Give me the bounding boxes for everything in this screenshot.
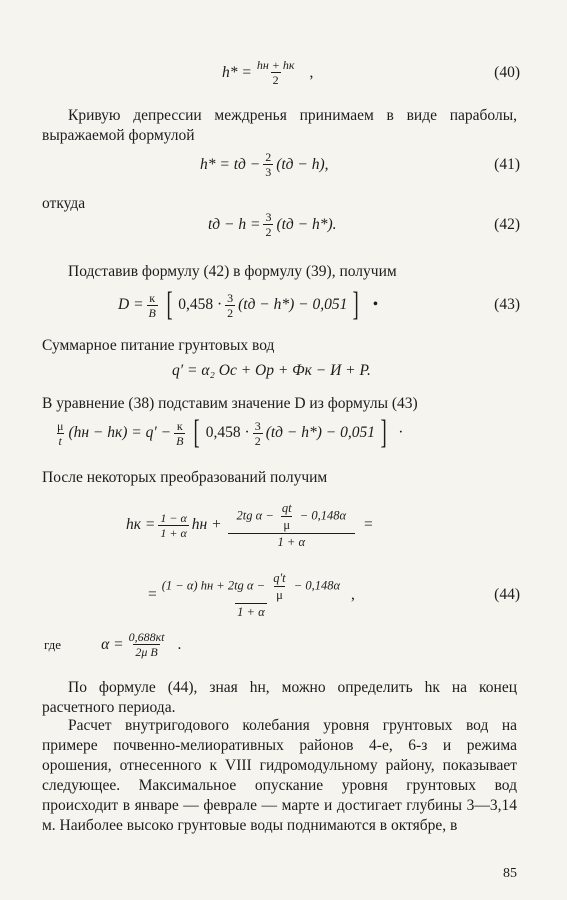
where-alpha-definition: где α = $\frac{0,688кt}{\text{2μ B}}$ . (44, 630, 182, 659)
equation-number-40: (40) (494, 63, 520, 81)
k-over-B-fraction: $\frac{к}{B}$ (176, 418, 184, 448)
eq41-rhs: (tд − h), (276, 155, 329, 173)
equation-40: h* = $\frac{hн + hк}{2}$ , (40) (222, 58, 520, 87)
paragraph-after-transform: После некоторых преобразований получим (42, 469, 328, 486)
eq41-lhs: h* = tд − (200, 155, 261, 173)
equation-number-42: (42) (494, 215, 520, 233)
eq41-fraction: $\frac{2}{3}$ (265, 150, 272, 179)
three-halves-fraction: $\frac{3}{2}$ (254, 418, 261, 448)
word-otkuda: откуда (42, 195, 86, 212)
right-bracket: ] (380, 414, 387, 451)
right-bracket: ] (352, 286, 360, 323)
eq40-fraction: $\frac{hн + hк}{2}$ (256, 58, 295, 87)
combined-fraction: (1 − α) hн + 2tg α − $\frac{q't}{\mu}$ − 0,148α 1 + α (161, 571, 341, 619)
equation-42 (40, 210, 520, 239)
paragraph-formula-44-use: По формуле (44), зная hн, можно определить hк на конец расчетного периода. (42, 679, 517, 716)
equation-44-part2: = (1 − α) hн + 2tg α − $\frac{q't}{\mu}$ − 0,148α 1 + α , (44) (148, 571, 520, 619)
equation-number-44: (44) (494, 586, 520, 603)
paragraph-substitute-D: В уравнение (38) подставим значение D из формулы (43) (42, 395, 418, 412)
paragraph-calculation-results: Расчет внутригодового колебания уровня грунтовых вод на примере почвенно-мелиоративных районов 4-е, 6-з и режима орошения, отнесенного к VIII гидромодульному району, показывает следующее. Максимальное опускание уровня грунтовых вод происходит в январе — феврале — марте и достигает глубины 3—3,14 м. Наиболее высоко грунтовые воды поднимаются в октябре, в (42, 717, 517, 834)
equation-44-part1: hк = $\frac{1 - \alpha}{1 + \alpha}$ hн + 2tg α − $\frac{qt}{\mu}$ − 0,148α 1 + α = (126, 501, 373, 549)
left-bracket: [ (166, 286, 173, 323)
q-prime-t-over-mu: $\frac{q't}{\mu}$ (273, 571, 286, 602)
alpha-ratio-fraction: $\frac{1 - \alpha}{1 + \alpha}$ (160, 510, 187, 540)
eq43-lhs: D = (118, 296, 144, 313)
equation-substituted: $\frac{\mu}{t}$ (hн − hк) = q′ − $\frac{к}{B}$ [ 0,458 · $\frac{3}{2}$ (tд − h*) − 0,051 ] · (57, 414, 404, 451)
qt-over-mu-fraction: $\frac{qt}{\mu}$ (281, 501, 292, 532)
paragraph-depression-curve: Кривую депрессии междренья принимаем в виде параболы, выражаемой формулой (42, 107, 517, 144)
eq43-k-fraction: $\frac{к}{B}$ (148, 290, 156, 320)
page-number: 85 (503, 866, 517, 881)
eq42-rhs: (tд − h*). (276, 215, 337, 233)
equation-number-43: (43) (494, 296, 520, 313)
left-bracket: [ (194, 414, 201, 451)
paragraph-total-recharge: Суммарное питание грунтовых вод (42, 337, 275, 354)
eq43-three-halves: $\frac{3}{2}$ (227, 290, 234, 320)
mu-over-t-fraction: $\frac{\mu}{t}$ (57, 418, 64, 448)
equation-41 (40, 150, 520, 179)
equation-43: D = $\frac{к}{B}$ [ 0,458 · $\frac{3}{2}$ (tд − h*) − 0,051 ] • (43) (118, 286, 520, 323)
paragraph-substitution: Подставив формулу (42) в формулу (39), получим (68, 263, 397, 280)
equation-recharge: q′ = α₂ Oс + Oр + Фк − И + P. (172, 362, 371, 379)
equation-number-41: (41) (494, 155, 520, 173)
alpha-fraction: $\frac{0,688кt}{\text{2μ B}}$ (128, 630, 165, 659)
eq40-lhs: h* = (222, 63, 252, 81)
eq42-fraction: $\frac{3}{2}$ (265, 210, 272, 239)
eq42-lhs: tд − h = (208, 215, 261, 233)
big-fraction: 2tg α − $\frac{qt}{\mu}$ − 0,148α 1 + α (228, 500, 356, 550)
